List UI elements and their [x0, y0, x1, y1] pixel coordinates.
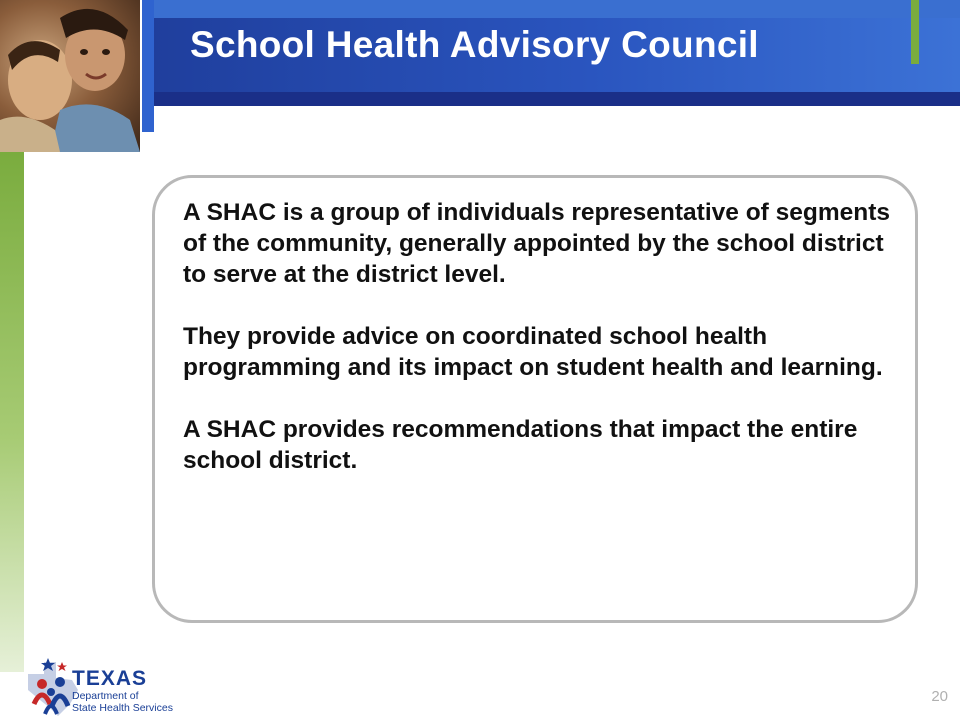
slide-title: School Health Advisory Council — [190, 24, 759, 65]
children-photo — [0, 0, 140, 152]
content-box — [152, 175, 918, 623]
title-banner-underline — [142, 92, 960, 106]
dshs-logo-text — [72, 668, 173, 714]
paragraph-advice: They provide advice on coordinated school health programming and its impact on student health and learning. — [183, 323, 883, 381]
paragraph-recommendations: A SHAC provides recommendations that impact the entire school district. — [183, 416, 858, 474]
page-number: 20 — [931, 688, 948, 705]
content-text — [183, 197, 903, 476]
logo-services: State Health Services — [72, 702, 173, 714]
green-accent-bar — [911, 0, 919, 64]
paragraph-definition: A SHAC is a group of individuals representative of segments of the community, generally appointed by the school district to serve at the district level. — [183, 199, 891, 288]
green-side-strip — [0, 152, 24, 672]
logo-texas: TEXAS — [72, 667, 148, 690]
banner-side-rail — [142, 0, 154, 132]
logo-department: Department of — [72, 690, 139, 702]
children-photo-illustration — [0, 0, 140, 152]
